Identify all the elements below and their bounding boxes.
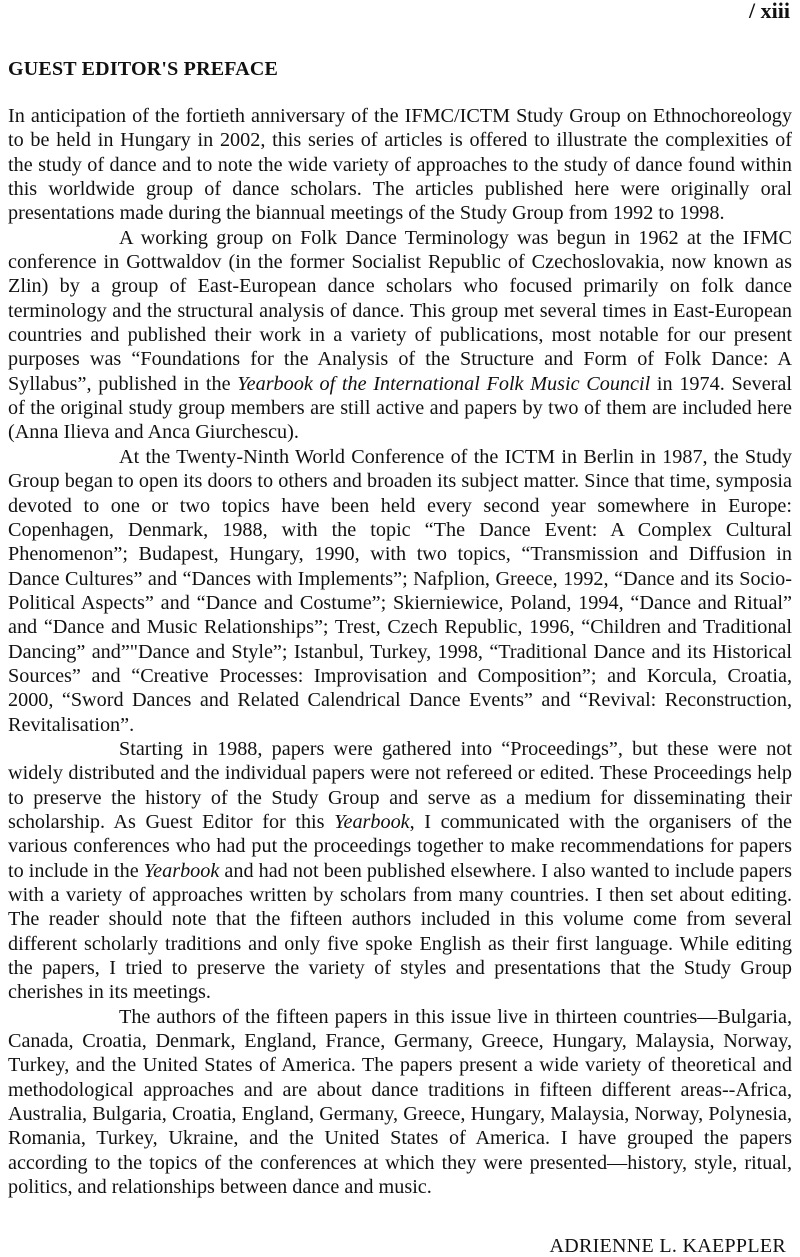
paragraph-2-text-b: in 1974. Several of the original study group members are still active and papers by two of them are included here (Anna Ilieva and Anca Giurchescu).	[8, 372, 792, 444]
author-signature: ADRIENNE L. KAEPPLER	[549, 1235, 786, 1257]
paragraph-4-text-b: , I communicated with the organisers of the various conferences who had put the proceedings together to make recommendations for papers to include in the	[8, 810, 792, 882]
paragraph-3: At the Twenty-Ninth World Conference of the ICTM in Berlin in 1987, the Study Group began to open its doors to others and broaden its subject matter. Since that time, symposia devoted to one or two topics have been held every second year somewhere in Europe: Copenhagen, Denmark, 1988, with the topic “The Dance Event: A Complex Cultural Phenomenon”; Budapest, Hungary, 1990, with two topics, “Transmission and Diffusion in Dance Cultures” and “Dances with Implements”; Nafplion, Greece, 1992, “Dance and its Socio-Political Aspects” and “Dance and Costume”; Skierniewice, Poland, 1994, “Dance and Ritual” and “Dance and Music Relationships”; Trest, Czech Republic, 1996, “Children and Traditional Dancing” and”"Dance and Style”; Istanbul, Turkey, 1998, “Traditional Dance and its Historical Sources” and “Creative Processes: Improvisation and Composition”; and Korcula, Croatia, 2000, “Sword Dances and Related Calendrical Dance Events” and “Revival: Reconstruction, Revitalisation”.	[8, 445, 792, 736]
paragraph-4-italic-yearbook-2: Yearbook	[143, 859, 220, 882]
preface-body	[8, 104, 792, 1199]
paragraph-4-text-c: and had not been published elsewhere. I also wanted to include papers with a variety of approaches written by scholars from many countries. I then set about editing. The reader should note that the fifteen authors included in this volume come from several different scholarly traditions and only five spoke English as their first language. While editing the papers, I tried to preserve the variety of styles and presentations that the Study Group cherishes in its meetings.	[8, 859, 792, 1004]
paragraph-2-italic-title: Yearbook of the International Folk Music Council	[237, 372, 651, 395]
paragraph-4-italic-yearbook-1: Yearbook	[334, 810, 410, 833]
page-number: / xiii	[749, 0, 790, 23]
page-title: GUEST EDITOR'S PREFACE	[8, 58, 279, 80]
paragraph-2-text-a: A working group on Folk Dance Terminology was begun in 1962 at the IFMC conference in Gottwaldov (in the former Socialist Republic of Czechoslovakia, now known as Zlin) by a group of East-European dance scholars who focused primarily on folk dance terminology and the structural analysis of dance. This group met several times in East-European countries and published their work in a variety of publications, most notable for our present purposes was “Foundations for the Analysis of the Structure and Form of Folk Dance: A Syllabus”, published in the	[8, 226, 792, 395]
paragraph-5: The authors of the fifteen papers in this issue live in thirteen countries—Bulgaria, Canada, Croatia, Denmark, England, France, Germany, Greece, Hungary, Malaysia, Norway, Turkey, and the United States of America. The papers present a wide variety of theoretical and methodological approaches and are about dance traditions in fifteen different areas--Africa, Australia, Bulgaria, Croatia, England, Germany, Greece, Hungary, Malaysia, Norway, Polynesia, Romania, Turkey, Ukraine, and the United States of America. I have grouped the papers according to the topics of the conferences at which they were presented—history, style, ritual, politics, and relationships between dance and music.	[8, 1005, 792, 1199]
paragraph-1: In anticipation of the fortieth anniversary of the IFMC/ICTM Study Group on Ethnochoreology to be held in Hungary in 2002, this series of articles is offered to illustrate the complexities of the study of dance and to note the wide variety of approaches to the study of dance found within this worldwide group of dance scholars. The articles published here were originally oral presentations made during the biannual meetings of the Study Group from 1992 to 1998.	[8, 105, 792, 225]
paragraph-4-text-a: Starting in 1988, papers were gathered into “Proceedings”, but these were not widely distributed and the individual papers were not refereed or edited. These Proceedings help to preserve the history of the Study Group and serve as a medium for disseminating their scholarship. As Guest Editor for this	[8, 737, 792, 833]
paragraph-4	[8, 737, 792, 1005]
paragraph-2	[8, 226, 792, 445]
